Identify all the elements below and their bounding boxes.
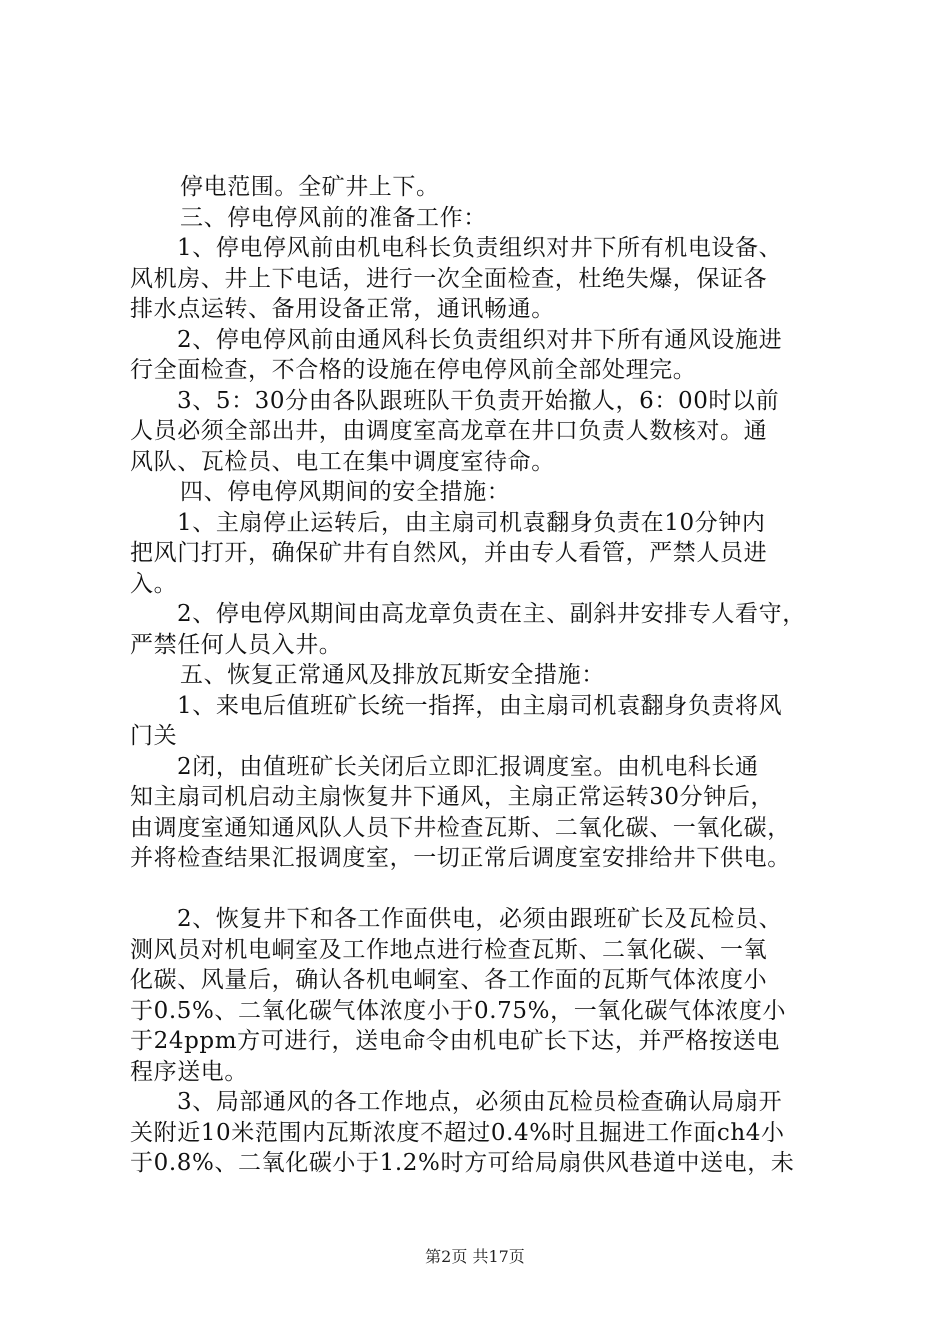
text-line: 排水点运转、备用设备正常，通讯畅通。 [130,296,555,322]
text-line: 由调度室通知通风队人员下井检查瓦斯、二氧化碳、一氧化碳， [130,814,791,841]
blank-line [130,874,850,905]
text-line: 并将检查结果汇报调度室，一切正常后调度室安排给井下供电。 [130,845,791,871]
text-line: 测风员对机电峒室及工作地点进行检查瓦斯、二氧化碳、一氧 [130,936,768,963]
text-line: 入。 [130,570,178,597]
text-line: 1、停电停风前由机电科长负责组织对井下所有机电设备、 [177,235,783,261]
text-line: 1、来电后值班矿长统一指挥，由主扇司机袁翻身负责将风 [177,692,783,719]
text-line: 严禁任何人员入井。 [130,631,343,658]
text-line: 停电范围。全矿井上下。 [180,174,440,200]
text-line: 于0.5%、二氧化碳气体浓度小于0.75%，一氧化碳气体浓度小 [130,997,787,1024]
text-line: 1、主扇停止运转后，由主扇司机袁翻身负责在10分钟内 [177,509,766,536]
text-line: 门关 [130,723,178,749]
document-body [130,172,850,1179]
section-heading: 四、停电停风期间的安全措施： [180,479,511,505]
text-line: 2、停电停风期间由高龙章负责在主、副斜井安排专人看守， [177,601,806,627]
section-heading: 五、恢复正常通风及排放瓦斯安全措施： [180,662,605,688]
text-line: 2闭，由值班矿长关闭后立即汇报调度室。由机电科长通 [177,753,759,780]
page-number-footer: 第2页 共17页 [425,1247,525,1266]
text-line: 知主扇司机启动主扇恢复井下通风，主扇正常运转30分钟后， [130,784,775,810]
section-heading: 三、停电停风前的准备工作： [180,204,487,231]
text-line: 把风门打开，确保矿井有自然风，并由专人看管，严禁人员进 [130,540,768,566]
text-line: 关附近10米范围内瓦斯浓度不超过0.4%时且掘进工作面ch4小 [130,1119,785,1146]
text-line: 化碳、风量后，确认各机电峒室、各工作面的瓦斯气体浓度小 [130,967,768,993]
text-line: 行全面检查，不合格的设施在停电停风前全部处理完。 [130,357,697,383]
text-line: 于24ppm方可进行，送电命令由机电矿长下达，并严格按送电 [130,1028,780,1054]
text-line: 于0.8%、二氧化碳小于1.2%时方可给局扇供风巷道中送电，未 [130,1150,795,1176]
text-line: 2、恢复井下和各工作面供电，必须由跟班矿长及瓦检员、 [177,906,783,932]
text-line: 风队、瓦检员、电工在集中调度室待命。 [130,448,555,475]
text-line: 3、局部通风的各工作地点，必须由瓦检员检查确认局扇开 [177,1089,783,1115]
text-line: 风机房、井上下电话，进行一次全面检查，杜绝失爆，保证各 [130,265,768,292]
text-line: 人员必须全部出井，由调度室高龙章在井口负责人数核对。通 [130,418,768,444]
text-line: 3、5：30分由各队跟班队干负责开始撤人，6：00时以前 [177,387,780,414]
text-line: 2、停电停风前由通风科长负责组织对井下所有通风设施进 [177,326,783,353]
text-line: 程序送电。 [130,1058,248,1085]
